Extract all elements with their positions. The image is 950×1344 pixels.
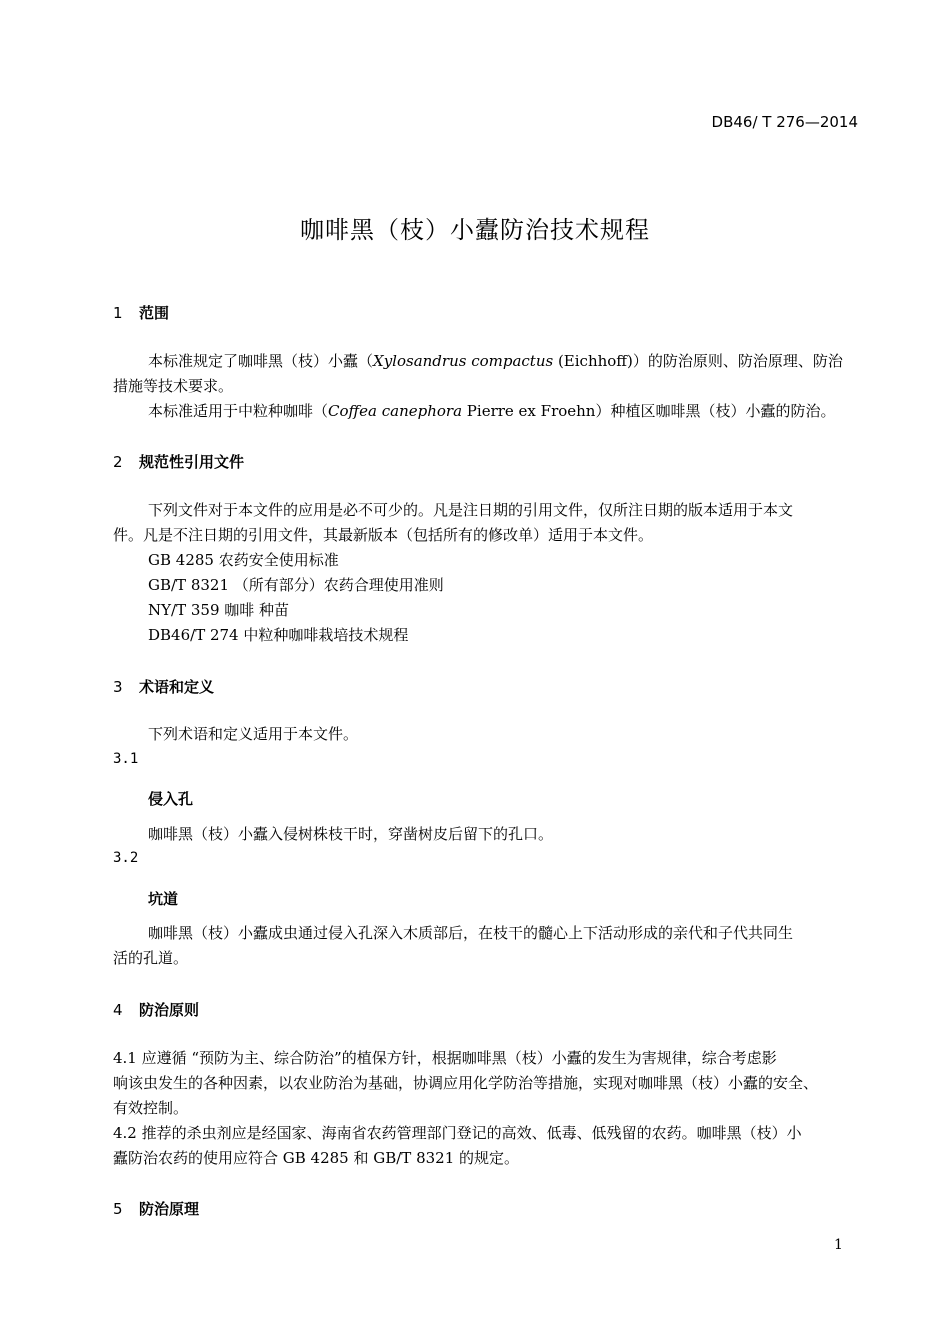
text: Pierre ex Froehn）种植区咖啡黑（枝）小蠹的防治。 [462, 402, 836, 420]
text: (Eichhoff)）的防治原则、防治原理、防治 [553, 352, 843, 370]
reference-item: GB/T 8321 （所有部分）农药合理使用准则 [148, 576, 444, 594]
clause: 4.2 推荐的杀虫剂应是经国家、海南省农药管理部门登记的高效、低毒、低残留的农药。咖啡黑（枝）小 [113, 1124, 802, 1142]
paragraph-continuation: 措施等技术要求。 [113, 377, 234, 395]
clause: 4.1 应遵循 “预防为主、综合防治”的植保方针，根据咖啡黑（枝）小蠹的发生为害规律，综合考虑影 [113, 1049, 777, 1067]
scientific-name: Coffea canephora [328, 402, 463, 420]
section-title: 范围 [139, 304, 170, 322]
section-title: 术语和定义 [139, 678, 215, 696]
section-number: 5 [113, 1200, 123, 1218]
paragraph: 下列术语和定义适用于本文件。 [148, 725, 359, 743]
section-number: 1 [113, 304, 123, 322]
clause-number: 3.1 [113, 751, 139, 767]
page-number: 1 [834, 1237, 843, 1253]
definition: 咖啡黑（枝）小蠹成虫通过侵入孔深入木质部后，在枝干的髓心上下活动形成的亲代和子代共同生 [148, 924, 794, 942]
section-2-heading [113, 451, 244, 472]
text: 本标准规定了咖啡黑（枝）小蠹（ [148, 352, 374, 370]
reference-item: DB46/T 274 中粒种咖啡栽培技术规程 [148, 626, 409, 644]
section-number: 2 [113, 453, 123, 471]
section-title: 防治原理 [139, 1200, 200, 1218]
section-number: 4 [113, 1001, 123, 1019]
section-5-heading [113, 1198, 199, 1219]
reference-item: NY/T 359 咖啡 种苗 [148, 601, 290, 619]
paragraph-continuation: 件。凡是不注日期的引用文件，其最新版本（包括所有的修改单）适用于本文件。 [113, 526, 654, 544]
paragraph: 下列文件对于本文件的应用是必不可少的。凡是注日期的引用文件，仅所注日期的版本适用于本文 [148, 501, 794, 519]
section-title: 防治原则 [139, 1001, 200, 1019]
section-4-heading [113, 999, 199, 1020]
term: 侵入孔 [148, 790, 194, 808]
document-code: DB46/ T 276—2014 [711, 113, 858, 131]
paragraph [148, 399, 835, 424]
term: 坑道 [148, 890, 179, 908]
section-title: 规范性引用文件 [139, 453, 245, 471]
section-number: 3 [113, 678, 123, 696]
scientific-name: Xylosandrus compactus [373, 352, 554, 370]
reference-item: GB 4285 农药安全使用标准 [148, 551, 339, 569]
document-title: 咖啡黑（枝）小蠹防治技术规程 [300, 216, 650, 244]
clause-continuation: 响该虫发生的各种因素，以农业防治为基础，协调应用化学防治等措施，实现对咖啡黑（枝）小蠹的安全、 [113, 1074, 819, 1092]
text: 本标准适用于中粒种咖啡（ [148, 402, 329, 420]
clause-continuation: 有效控制。 [113, 1099, 189, 1117]
definition: 咖啡黑（枝）小蠹入侵树株枝干时，穿凿树皮后留下的孔口。 [148, 825, 554, 843]
section-1-heading [113, 302, 169, 323]
section-3-heading [113, 676, 214, 697]
definition-continuation: 活的孔道。 [113, 949, 189, 967]
clause-number: 3.2 [113, 850, 139, 866]
clause-continuation: 蠹防治农药的使用应符合 GB 4285 和 GB/T 8321 的规定。 [113, 1149, 520, 1167]
paragraph [148, 349, 843, 374]
